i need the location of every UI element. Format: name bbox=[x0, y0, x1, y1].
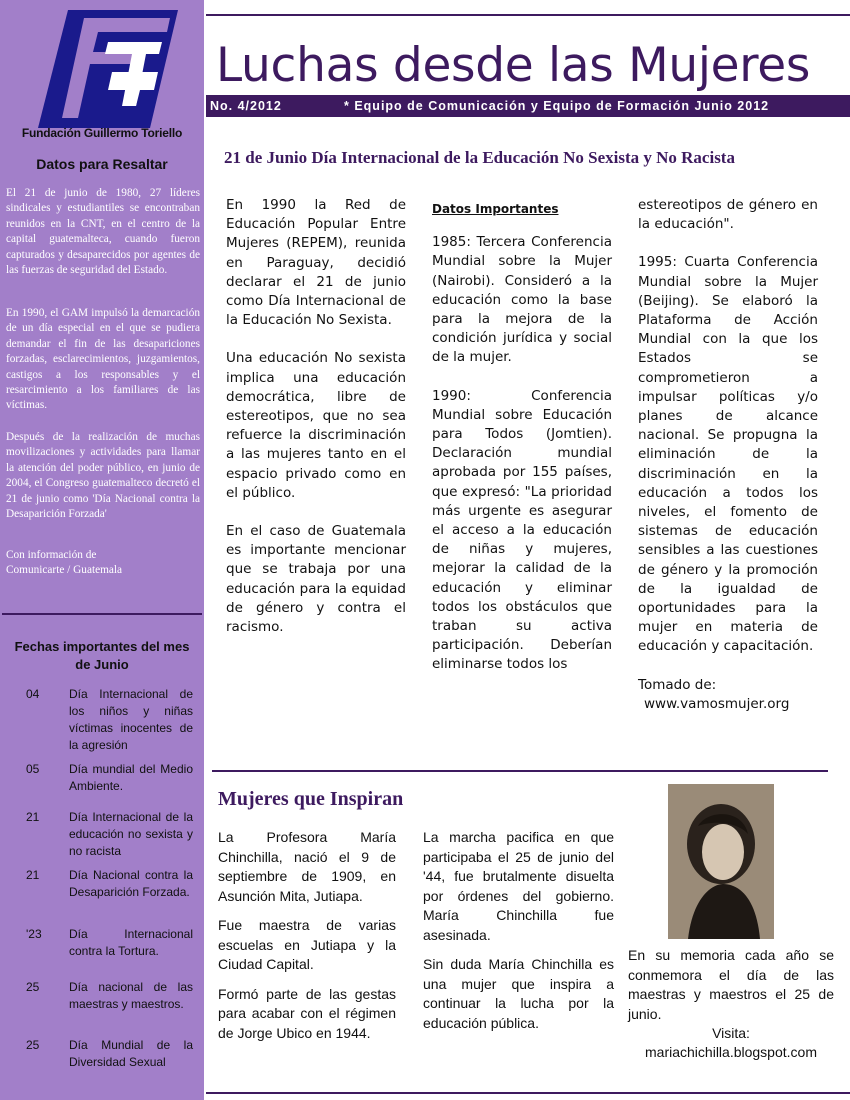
sidebar-paragraph: Después de la realización de muchas movilizaciones y actividades para llamar la atención del poder público, en junio de 2004, el Congreso guatemalteco decretó el 21 de junio como 'Día Nacional contra la Desaparición Forzada' bbox=[6, 431, 200, 521]
date-day: '23 bbox=[26, 927, 42, 941]
date-day: 21 bbox=[26, 868, 40, 882]
source-link[interactable]: www.vamosmujer.org bbox=[644, 695, 790, 712]
article-column-1 bbox=[226, 196, 406, 656]
photo-caption: En su memoria cada año se conmemora el día de las maestras y maestros el 25 de junio. bbox=[628, 947, 834, 1022]
issue-number: No. 4/2012 bbox=[210, 99, 282, 113]
footer-rule bbox=[206, 1092, 850, 1094]
article-paragraph: 1995: Cuarta Conferencia Mundial sobre la Mujer (Beijing). Se elaboró la Plataforma de Acción Mundial con la que los Estados se comprometieron a impulsar políticas y/o planes de alcance nacional. Se propugna la eliminación de la discriminación en la educación a todos los niveles, el fomento de sistemas de educación sensibles a las cuestiones de género y la promoción de la igualdad de oportunidades para la mujer en materia de educación y capacitación. bbox=[638, 254, 818, 655]
sidebar-source: Con información de Comunicarte / Guatemala bbox=[6, 549, 123, 577]
sidebar-paragraph: En 1990, el GAM impulsó la demarcación de un día especial en el que se pudiera demandar el fin de las desapariciones forzadas, esclarecimientos, juzgamientos, castigos a los responsables y el resarcimiento a los familiares de las víctimas. bbox=[6, 307, 200, 412]
sidebar-paragraph: El 21 de junio de 1980, 27 líderes sindicales y estudiantiles se encontraban reunidos en la CNT, en el centro de la capital guatemalteca, cuando fueron capturados y desaparecidos por agentes de las fuerzas de seguridad del Estado. bbox=[6, 187, 200, 277]
fgt-logo bbox=[38, 10, 178, 128]
org-name: Fundación Guillermo Toriello bbox=[21, 126, 183, 140]
article-paragraph: Una educación No sexista implica una educación democrática, libre de estereotipos, que no sea refuerce la discriminación a las mujeres tanto en el espacio privado como en el público. bbox=[226, 350, 406, 501]
section-title: Mujeres que Inspiran bbox=[218, 788, 404, 810]
newsletter-title: Luchas desde las Mujeres bbox=[216, 38, 811, 93]
date-text: Día nacional de las maestras y maestros. bbox=[69, 980, 193, 1011]
date-text: Día Nacional contra la Desaparición Forzada. bbox=[69, 868, 193, 899]
inspire-paragraph: Fue maestra de varias escuelas en Jutiapa y la Ciudad Capital. bbox=[218, 917, 396, 972]
dates-title: Fechas importantes del mes de Junio bbox=[14, 639, 190, 672]
sidebar-divider bbox=[2, 613, 202, 615]
visit-block bbox=[628, 1024, 834, 1062]
date-text: Día Internacional contra la Tortura. bbox=[69, 927, 193, 958]
inspire-paragraph: Sin duda María Chinchilla es una mujer que inspira a continuar la lucha por la educación pública. bbox=[423, 956, 614, 1031]
date-text: Día Internacional de la educación no sexista y no racista bbox=[69, 810, 193, 858]
date-day: 04 bbox=[26, 687, 40, 701]
inspire-column-1 bbox=[218, 828, 396, 1053]
date-text: Día Internacional de los niños y niñas víctimas inocentes de la agresión bbox=[69, 687, 193, 752]
date-day: 21 bbox=[26, 810, 40, 824]
inspire-paragraph: La Profesora María Chinchilla, nació el 9 de septiembre de 1909, en Asunción Mita, Jutiapa. bbox=[218, 829, 396, 904]
date-text: Día Mundial de la Diversidad Sexual bbox=[69, 1038, 193, 1069]
article-paragraph: estereotipos de género en la educación". bbox=[638, 197, 818, 233]
section-divider bbox=[212, 770, 828, 772]
article-paragraph: En el caso de Guatemala es importante mencionar que se trabaja por una educación para la equidad de género y contra el racismo. bbox=[226, 523, 406, 636]
portrait-image bbox=[668, 784, 774, 939]
date-day: 25 bbox=[26, 1038, 40, 1052]
article-paragraph: 1990: Conferencia Mundial sobre Educación para Todos (Jomtien). Declaración mundial aprobada por 155 países, que expresó: "La prioridad más urgente es asegurar el acceso a la educación de niñas y mujeres, mejorar la calidad de la educación y eliminar todos los obstáculos que traban su activa participación. Deberían eliminarse todos los bbox=[432, 387, 612, 673]
date-day: 05 bbox=[26, 762, 40, 776]
header-rule bbox=[206, 14, 850, 16]
visit-link[interactable]: mariachichilla.blogspot.com bbox=[645, 1044, 817, 1060]
issue-team: * Equipo de Comunicación y Equipo de Formación Junio 2012 bbox=[344, 99, 770, 113]
visit-label: Visita: bbox=[712, 1025, 750, 1041]
sidebar bbox=[0, 0, 204, 1100]
inspire-paragraph: La marcha pacifica en que participaba el 25 de junio del '44, fue brutalmente disuelta por órdenes del gobierno. María Chinchilla fue asesinada. bbox=[423, 829, 614, 943]
inspire-paragraph: Formó parte de las gestas para acabar con el régimen de Jorge Ubico en 1944. bbox=[218, 985, 396, 1041]
date-day: 25 bbox=[26, 980, 40, 994]
data-heading: Datos Importantes bbox=[432, 202, 559, 216]
source-label: Tomado de: bbox=[638, 676, 717, 693]
sidebar-title: Datos para Resaltar bbox=[36, 156, 168, 172]
article-paragraph: En 1990 la Red de Educación Popular Entre Mujeres (REPEM), reunida en Paraguay, decidió declarar el 21 de junio como Día Internacional de la Educación No Sexista. bbox=[226, 197, 406, 329]
article-paragraph: 1985: Tercera Conferencia Mundial sobre la Mujer (Nairobi). Consideró a la educación como la base para la mejora de la condición jurídica y social de la mujer. bbox=[432, 234, 612, 366]
inspire-column-2 bbox=[423, 828, 614, 1043]
article-column-3 bbox=[638, 196, 818, 714]
article-column-2 bbox=[432, 200, 612, 675]
date-text: Día mundial del Medio Ambiente. bbox=[69, 762, 193, 793]
portrait-photo bbox=[668, 784, 774, 939]
article-title: 21 de Junio Día Internacional de la Educación No Sexista y No Racista bbox=[224, 148, 735, 167]
issue-bar bbox=[206, 95, 850, 117]
